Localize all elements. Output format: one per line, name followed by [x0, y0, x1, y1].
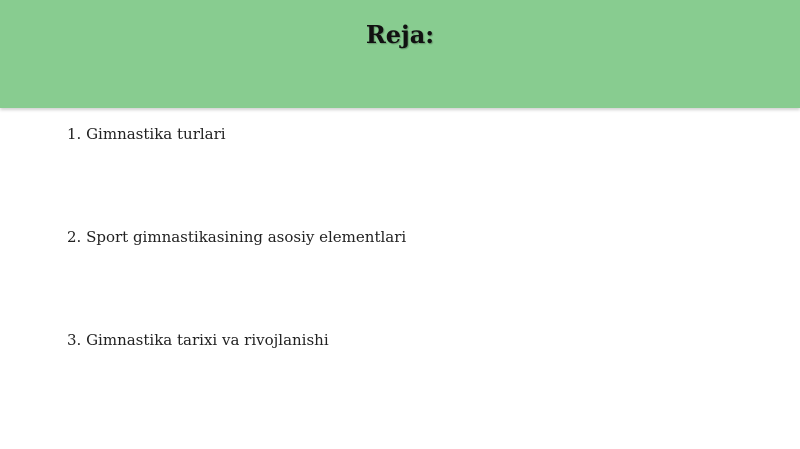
slide-title: Reja:	[365, 20, 435, 49]
plan-item: 2. Sport gimnastikasining asosiy elementlari	[67, 228, 407, 246]
plan-item: 1. Gimnastika turlari	[67, 125, 226, 143]
plan-item: 3. Gimnastika tarixi va rivojlanishi	[67, 331, 329, 349]
header-band	[0, 0, 800, 108]
